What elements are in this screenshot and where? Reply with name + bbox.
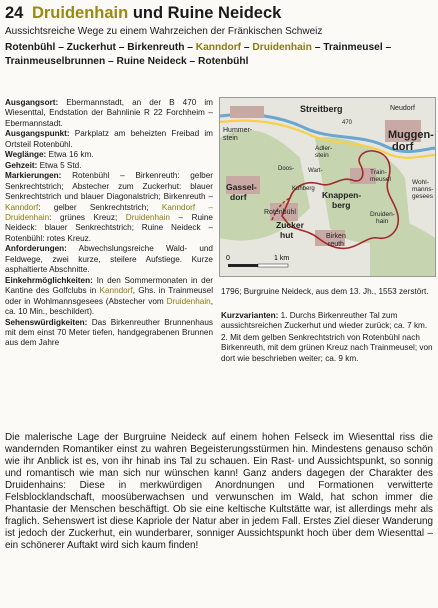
map-label: Streitberg [300, 104, 343, 114]
map-label: dorf [392, 141, 414, 153]
info-gehzeit [5, 161, 213, 171]
info-label: Ausgangsort: [5, 98, 59, 107]
variant-1 [221, 311, 433, 332]
short-variants [221, 311, 433, 365]
map-label: Neudorf [390, 105, 415, 112]
info-value: , Ghs. in Trainmeusel oder in Wohlmannsgesees (Abstecher vom [5, 286, 213, 306]
info-sehenswuerdigkeiten [5, 318, 213, 349]
info-einkehr [5, 276, 213, 318]
info-label: Weglänge: [5, 150, 47, 160]
map-settlement [230, 106, 264, 118]
page-title [5, 3, 435, 23]
map-label: Birken [326, 233, 346, 240]
info-value: Parkplatz am beheizten Freibad im Ortsteil Rotenbühl. [5, 129, 213, 149]
scale-bar [258, 264, 288, 267]
map-label: berg [332, 200, 351, 210]
info-ausgangspunkt [5, 129, 213, 150]
map-label: Rotenbühl [264, 209, 296, 216]
title-rest: und Ruine Neideck [132, 4, 282, 22]
map-label: Wart- [308, 168, 323, 174]
tour-description [5, 432, 433, 552]
map-label: dorf [230, 192, 247, 202]
place-highlight: Kanndorf – Druidenhain [5, 202, 213, 222]
info-ausgangsort [5, 98, 213, 129]
info-value: Etwa 5 Std. [39, 160, 82, 170]
map-label: Doos- [278, 166, 295, 172]
info-value: , ca. 10 Min., beschildert). [5, 296, 213, 317]
map-label: Zucker [276, 220, 304, 230]
map-label: Druiden- [370, 211, 395, 218]
route-summary [5, 41, 430, 68]
info-value: Rotenbühl – Birkenreuth: gelber Senkrechtstrich; Abstecher zum Zuckerhut: blauer Senkrechtstrich und blauer Diagonalstrich; Birkenreuth – [5, 171, 213, 202]
info-label: Sehenswürdigkeiten: [5, 317, 88, 327]
route-druidenhain: Druidenhain [252, 42, 312, 53]
place-highlight: Kanndorf [5, 202, 39, 212]
info-value: Etwa 16 km. [48, 150, 94, 160]
place-highlight: Druidenhain [125, 212, 170, 222]
map-label: reuth [328, 241, 344, 248]
info-label: Einkehrmöglichkeiten: [5, 275, 93, 285]
map-label: manns- [412, 186, 434, 193]
info-label: Markierungen: [5, 171, 62, 181]
info-label: Ausgangspunkt: [5, 129, 70, 139]
variant-text: 1. Durchs Birkenreuther Tal zum aussichtsreichen Zuckerhut und wieder zurück; ca. 7 km. [221, 311, 428, 331]
variant-2 [221, 333, 433, 364]
info-label: Gehzeit: [5, 160, 38, 170]
map-label: hain [376, 218, 389, 225]
info-markierungen [5, 171, 213, 244]
place-highlight: Druidenhain [166, 296, 211, 306]
title-highlight: Druidenhain [31, 4, 129, 22]
info-weglaenge [5, 150, 213, 160]
map-label: Wohl- [412, 179, 429, 186]
scale-label: 1 km [274, 255, 290, 262]
map-label: stein [315, 152, 329, 159]
route-part: Rotenbühl – Zuckerhut – Birkenreuth – [5, 42, 193, 53]
map-label: Adler- [315, 145, 333, 152]
map-label: meusel [370, 176, 391, 183]
map-label: Knappen- [322, 190, 362, 200]
scale-label: 0 [226, 255, 230, 262]
map-label: Muggen- [388, 129, 434, 141]
caption [221, 287, 433, 297]
info-value: : gelber Senkrechtstrich; [38, 202, 149, 212]
route-map [219, 97, 436, 277]
route-part: – Trainmeusel – Trainmeuselbrunnen – Ruine Neideck – Rotenbühl [5, 42, 392, 67]
map-label: Train- [370, 169, 387, 176]
route-map-svg [220, 98, 435, 276]
route-kanndorf: Kanndorf [195, 42, 242, 53]
map-label: Kuhberg [292, 186, 315, 192]
caption-text: 1796; Burgruine Neideck, aus dem 13. Jh., 1553 zerstört. [221, 287, 429, 296]
route-part: – [243, 42, 250, 53]
map-label: gesees [412, 193, 433, 200]
tour-info [5, 98, 213, 416]
info-label: Anforderungen: [5, 244, 67, 254]
info-value: Ebermannstadt, an der B 470 im Wiesenttal, Endstation der Bahnlinie R 22 Forchheim – Ebermannstadt. [5, 98, 213, 128]
map-label: stein [223, 135, 238, 142]
map-label: 470 [342, 120, 353, 126]
tour-number: 24 [5, 4, 24, 22]
description-paragraph: Die malerische Lage der Burgruine Neideck auf einem hohen Felseck im Wiesenttal riss die wandernden Romantiker einst zu wahren Begeisterungsstürmen hin. Mindestens genauso schön wie ihr Anblick ist es, von ihr hinab ins Tal zu schauen. Ein Rast- und Aussichtspunkt, so sonnig und romantisch wie man sich nur wünschen kann! Ganz anders dagegen der Charakter des Druidenhains: Diese in merkwürdigen Anordnungen und Formationen verwitterte Felsblocklandschaft, moosüberwachsen und verwunschen im Wald, hat schon immer die Phantasie der Menschen beschäftigt. Ob sie eine keltische Kultstätte war, ist allerdings mehr als fraglich. Sehenswert ist diese Kapriole der Natur aber in jedem Fall. Erstes Ziel dieser Wanderung ist jedoch der Zuckerhut, ein wunderbarer, sonniger Aussichtspunkt hoch über dem Wiesenttal – ein schönerer Auftakt wird sich kaum finden! [5, 432, 433, 552]
map-label: Hummer- [223, 127, 253, 134]
info-value: In den Sommermonaten in der Kantine des Golfclubs in [5, 275, 213, 296]
variants-label: Kurzvarianten: [221, 311, 279, 320]
subtitle: Aussichtsreiche Wege zu einem Wahrzeichen der Fränkischen Schweiz [5, 26, 323, 37]
info-value: : grünes Kreuz; [49, 212, 118, 222]
map-label: hut [280, 230, 294, 240]
variant-text: 2. Mit dem gelben Senkrechtstrich von Rotenbühl nach Birkenreuth, mit dem grünen Kreuz nach Trainmeusel; von dort wie beschrieben weiter; ca. 9 km. [221, 332, 433, 363]
info-value: Abwechslungsreiche Wald- und Feldwege, zwei kurze, steilere Aufstiege. Kurze asphaltierte Abschnitte. [5, 244, 213, 275]
place-highlight: Kanndorf [99, 286, 133, 296]
info-value: – Ruine Neideck: blauer Senkrechtstrich; Ruine Neideck – Rotenbühl: rotes Kreuz. [5, 212, 213, 243]
info-value: Das Birkenreuther Brunnenhaus mit dem einst 70 Meter tiefen, handgegrabenen Brunnen aus dem Jahre [5, 317, 213, 348]
info-anforderungen [5, 244, 213, 275]
map-label: Gassel- [226, 182, 257, 192]
